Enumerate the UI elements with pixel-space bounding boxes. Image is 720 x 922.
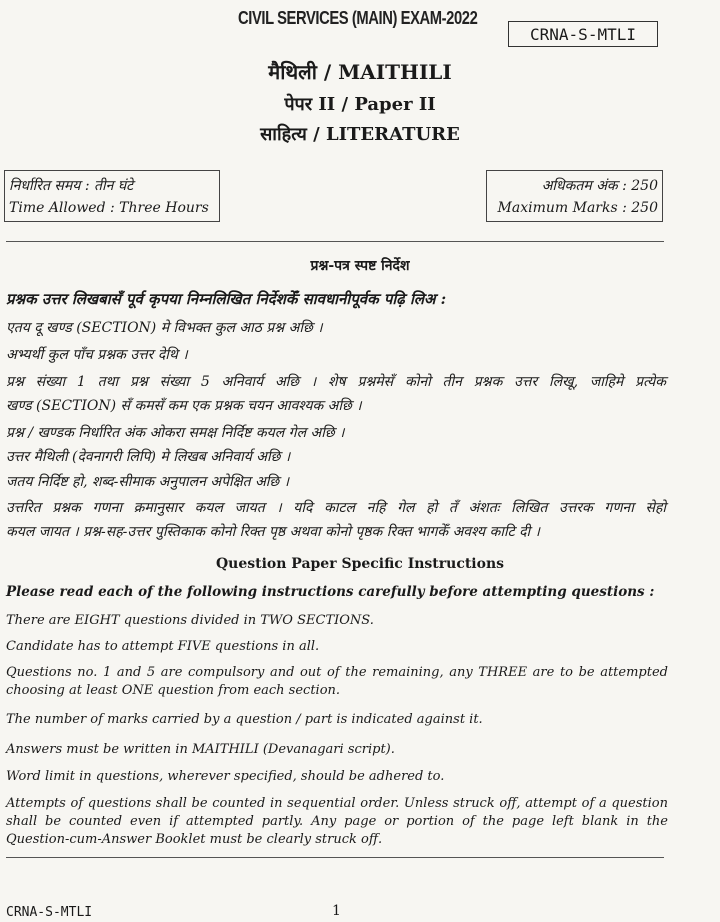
english-instruction-line: Attempts of questions shall be counted in sequential order. Unless struck off, attempt of a question shall be counted even if attempted partly. Any page or portion of the page left blank in the Question-cum-Answer Booklet must be clearly struck off. bbox=[6, 796, 668, 847]
maithili-instruction-line: प्रश्न / खण्डक निर्धारित अंक ओकरा समक्ष निर्दिष्ट कयल गेल अछि । bbox=[6, 425, 345, 441]
paper-number: पेपर II / Paper II bbox=[284, 94, 436, 115]
maximum-marks-english: Maximum Marks : 250 bbox=[497, 200, 658, 216]
english-instructions-lead: Please read each of the following instructions carefully before attempting questions : bbox=[6, 584, 655, 600]
paper-code-box: CRNA-S-MTLI bbox=[508, 21, 658, 47]
divider-top bbox=[6, 241, 664, 242]
english-instruction-line: Candidate has to attempt FIVE questions in all. bbox=[6, 639, 320, 654]
english-instruction-line: Word limit in questions, wherever specified, should be adhered to. bbox=[6, 769, 445, 784]
paper-section-title: साहित्य / LITERATURE bbox=[260, 124, 460, 145]
maximum-marks-box bbox=[486, 170, 663, 222]
english-instruction-line: Answers must be written in MAITHILI (Devanagari script). bbox=[6, 742, 395, 757]
page-number: 1 bbox=[332, 903, 341, 919]
english-instruction-line: Questions no. 1 and 5 are compulsory and out of the remaining, any THREE are to be attempted choosing at least ONE question from each section. bbox=[6, 665, 668, 698]
divider-bottom bbox=[6, 857, 664, 858]
time-allowed-hindi: निर्धारित समय : तीन घंटे bbox=[9, 178, 134, 194]
english-instructions-heading: Question Paper Specific Instructions bbox=[215, 556, 505, 572]
maithili-instruction-line: खण्ड (SECTION) सँ कमसँ कम एक प्रश्नक चयन आवश्यक अछि । bbox=[6, 398, 362, 414]
exam-title: CIVIL SERVICES (MAIN) EXAM-2022 bbox=[238, 8, 478, 28]
maithili-instruction-line: जतय निर्दिष्ट हो, शब्द-सीमाक अनुपालन अपेक्षित अछि । bbox=[6, 474, 290, 490]
maithili-instruction-line: कयल जायत । प्रश्न-सह-उत्तर पुस्तिकाक कोनो रिक्त पृष्ठ अथवा कोनो पृष्ठक रिक्त भागकेँ अवश्य काटि दी । bbox=[6, 524, 540, 540]
maithili-instruction-line: एतय दू खण्ड (SECTION) मे विभक्त कुल आठ प्रश्न अछि । bbox=[6, 320, 323, 336]
maithili-instructions-heading: प्रश्न-पत्र स्पष्ट निर्देश bbox=[310, 258, 410, 274]
maithili-instruction-line: प्रश्न संख्या 1 तथा प्रश्न संख्या 5 अनिवार्य अछि । शेष प्रश्नमेसँ कोनो तीन प्रश्नक उत्तर लिखू, जाहिमे प्रत्येक bbox=[6, 374, 666, 390]
subject-title: मैथिली / MAITHILI bbox=[268, 60, 452, 84]
time-allowed-box bbox=[4, 170, 220, 222]
time-allowed-english: Time Allowed : Three Hours bbox=[9, 200, 209, 216]
maithili-instruction-line: उत्तरित प्रश्नक गणना क्रमानुसार कयल जायत । यदि काटल नहि गेल हो तँ अंशतः लिखित उत्तरक गणना सेहो bbox=[6, 500, 666, 516]
maithili-instruction-line: उत्तर मैथिली (देवनागरी लिपि) मे लिखब अनिवार्य अछि । bbox=[6, 449, 291, 465]
english-instruction-line: There are EIGHT questions divided in TWO SECTIONS. bbox=[6, 613, 374, 628]
maithili-instruction-line: अभ्यर्थी कुल पाँच प्रश्नक उत्तर देथि । bbox=[6, 347, 188, 363]
english-instruction-line: The number of marks carried by a question / part is indicated against it. bbox=[6, 712, 483, 727]
maximum-marks-hindi: अधिकतम अंक : 250 bbox=[541, 178, 658, 194]
footer-paper-code: CRNA-S-MTLI bbox=[6, 905, 93, 920]
maithili-instructions-lead: प्रश्नक उत्तर लिखबासँ पूर्व कृपया निम्नलिखित निर्देशकेँ सावधानीपूर्वक पढ़ि लिअ : bbox=[6, 290, 447, 308]
